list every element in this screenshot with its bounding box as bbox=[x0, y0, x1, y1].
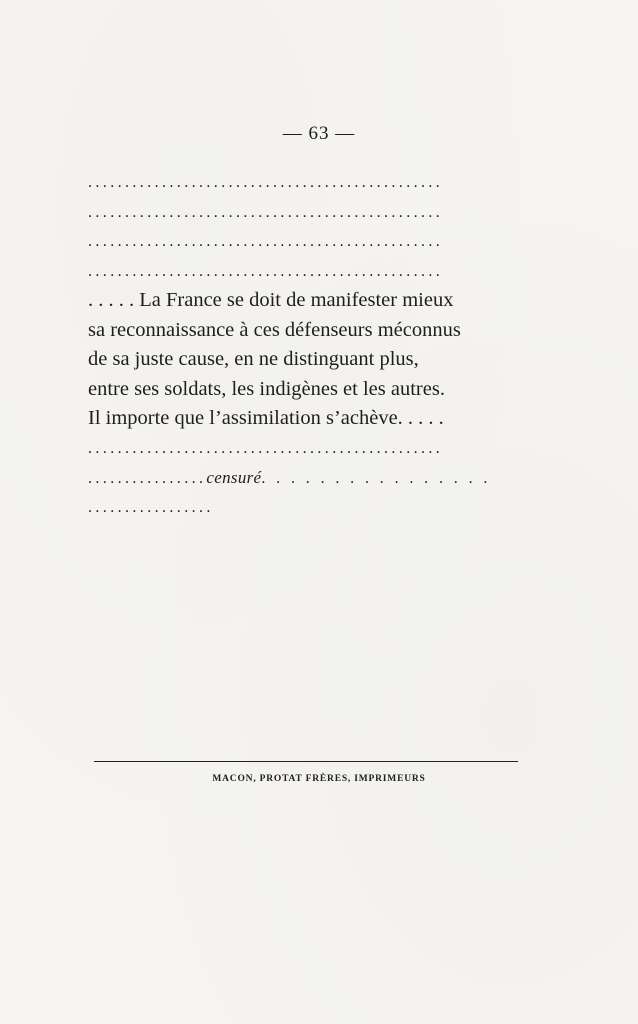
text-block bbox=[88, 168, 516, 522]
page-number: — 63 — bbox=[282, 123, 356, 144]
printer-imprint: MACON, PROTAT FRÈRES, IMPRIMEURS bbox=[212, 774, 426, 784]
paragraph-line: entre ses soldats, les indigènes et les autres. bbox=[88, 377, 445, 400]
censored-label: censuré bbox=[206, 468, 262, 487]
footer-rule bbox=[94, 761, 518, 762]
ellipsis-line: ................................................ bbox=[88, 203, 444, 221]
paragraph-line: sa reconnaissance à ces défenseurs méconnus bbox=[88, 318, 461, 341]
censored-dots-left: ................ bbox=[88, 470, 207, 487]
ellipsis-line-short: ................. bbox=[88, 498, 214, 516]
censored-line bbox=[88, 463, 516, 493]
ellipsis-line: ................................................ bbox=[88, 233, 444, 250]
paragraph-line: . . . . . La France se doit de manifester mieux bbox=[88, 289, 454, 311]
paragraph-line: Il importe que l’assimilation s’achève. . . . . bbox=[88, 407, 444, 429]
ellipsis-line: ................................................ bbox=[88, 174, 444, 191]
ellipsis-line: ................................................ bbox=[88, 439, 444, 457]
ellipsis-line: ................................................ bbox=[88, 262, 444, 280]
paragraph-line: de sa juste cause, en ne distinguant plus, bbox=[88, 348, 419, 370]
censored-dots-right: . . . . . . . . . . . . . . . . bbox=[261, 470, 491, 487]
